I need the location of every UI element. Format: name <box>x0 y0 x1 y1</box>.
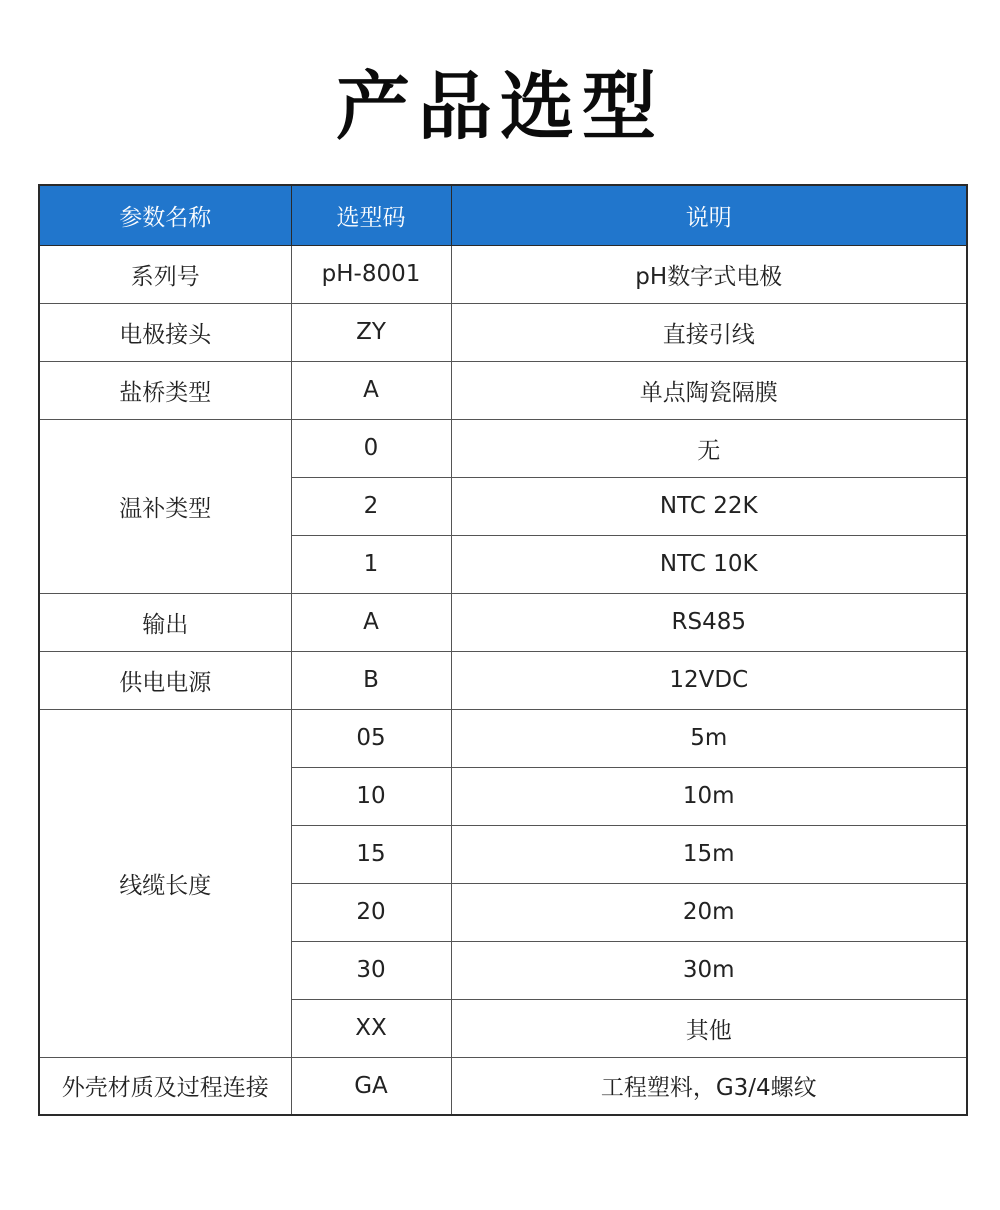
code-cell: pH-8001 <box>291 245 451 303</box>
description-cell: NTC 22K <box>451 477 967 535</box>
param-cell: 电极接头 <box>39 303 291 361</box>
description-cell: 20m <box>451 883 967 941</box>
table-row <box>39 361 967 419</box>
table-row <box>39 709 967 767</box>
description-cell: 30m <box>451 941 967 999</box>
description-cell: 12VDC <box>451 651 967 709</box>
table-row <box>39 593 967 651</box>
code-cell: 0 <box>291 419 451 477</box>
description-cell: 工程塑料，G3/4螺纹 <box>451 1057 967 1115</box>
code-cell: 10 <box>291 767 451 825</box>
code-cell: GA <box>291 1057 451 1115</box>
page-title: 产品选型 <box>336 64 664 150</box>
table-row <box>39 245 967 303</box>
code-cell: 05 <box>291 709 451 767</box>
code-cell: 20 <box>291 883 451 941</box>
table-row <box>39 1057 967 1115</box>
param-cell: 系列号 <box>39 245 291 303</box>
description-cell: NTC 10K <box>451 535 967 593</box>
header-param-name: 参数名称 <box>39 185 291 245</box>
description-cell: 无 <box>451 419 967 477</box>
description-cell: pH数字式电极 <box>451 245 967 303</box>
description-cell: 5m <box>451 709 967 767</box>
table-row <box>39 303 967 361</box>
param-cell: 温补类型 <box>39 419 291 593</box>
code-cell: ZY <box>291 303 451 361</box>
code-cell: 2 <box>291 477 451 535</box>
description-cell: 10m <box>451 767 967 825</box>
param-cell: 输出 <box>39 593 291 651</box>
code-cell: B <box>291 651 451 709</box>
param-cell: 盐桥类型 <box>39 361 291 419</box>
header-selection-code: 选型码 <box>291 185 451 245</box>
table-header-row <box>39 185 967 245</box>
code-cell: 1 <box>291 535 451 593</box>
description-cell: 其他 <box>451 999 967 1057</box>
code-cell: A <box>291 361 451 419</box>
code-cell: XX <box>291 999 451 1057</box>
description-cell: RS485 <box>451 593 967 651</box>
param-cell: 外壳材质及过程连接 <box>39 1057 291 1115</box>
code-cell: A <box>291 593 451 651</box>
description-cell: 直接引线 <box>451 303 967 361</box>
header-description: 说明 <box>451 185 967 245</box>
param-cell: 线缆长度 <box>39 709 291 1057</box>
table-row <box>39 419 967 477</box>
product-selection-table <box>38 184 968 1116</box>
description-cell: 15m <box>451 825 967 883</box>
code-cell: 15 <box>291 825 451 883</box>
param-cell: 供电电源 <box>39 651 291 709</box>
description-cell: 单点陶瓷隔膜 <box>451 361 967 419</box>
code-cell: 30 <box>291 941 451 999</box>
table-row <box>39 651 967 709</box>
